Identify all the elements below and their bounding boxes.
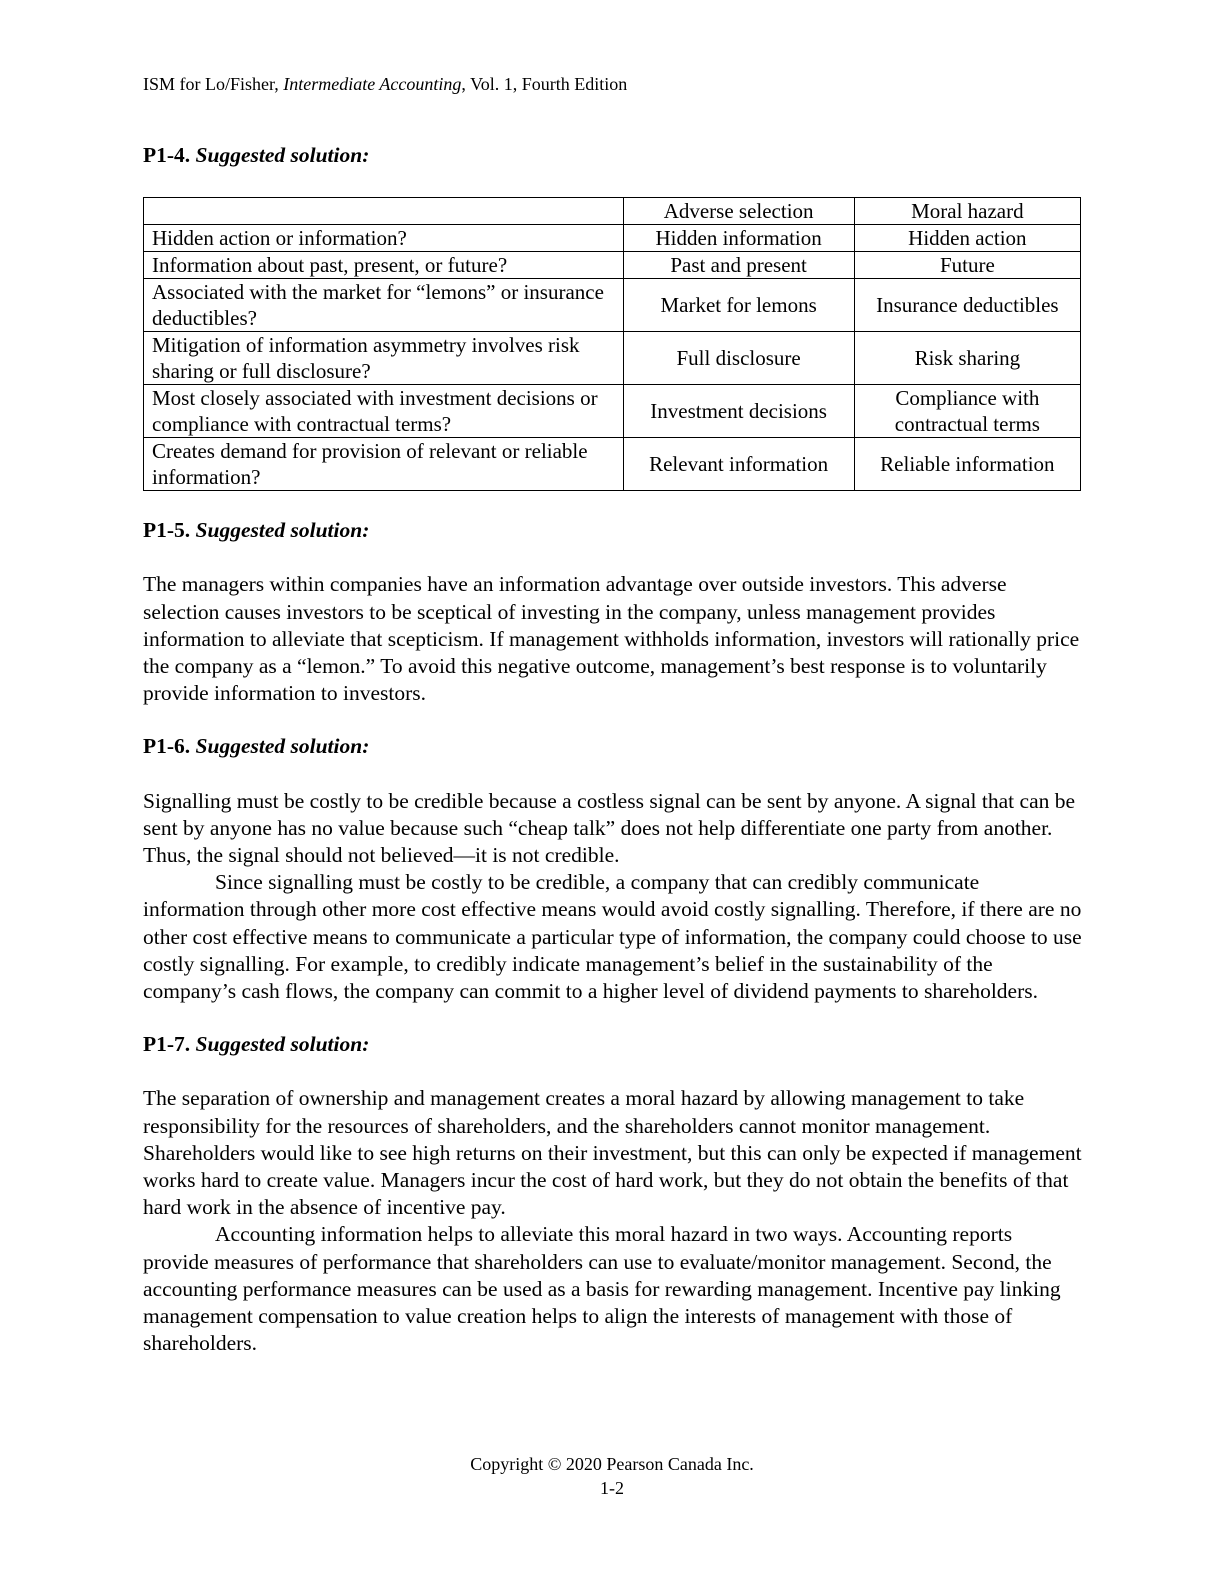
table-header-cell: Adverse selection: [623, 198, 854, 225]
running-header: [143, 72, 627, 96]
p1-4-label: Suggested solution:: [195, 143, 370, 167]
table-row: [144, 279, 1081, 332]
table-moral-cell: Future: [854, 252, 1080, 279]
table-header-cell: [144, 198, 624, 225]
table-row: [144, 332, 1081, 385]
p1-5-number: P1-5.: [143, 518, 191, 543]
page-content: [143, 142, 1083, 1357]
table-question-cell: Mitigation of information asymmetry involves risk sharing or full disclosure?: [144, 332, 624, 385]
table-adverse-cell: Past and present: [623, 252, 854, 279]
table-header-row: [144, 198, 1081, 225]
table-question-cell: Most closely associated with investment decisions or compliance with contractual terms?: [144, 385, 624, 438]
table-question-cell: Creates demand for provision of relevant or reliable information?: [144, 438, 624, 491]
p1-7-label: Suggested solution:: [195, 1032, 370, 1057]
p1-5-heading: [143, 517, 1083, 544]
p1-7-heading: [143, 1031, 1083, 1058]
header-prefix: ISM for Lo/Fisher,: [143, 74, 284, 94]
p1-7-paragraph: Accounting information helps to alleviate this moral hazard in two ways. Accounting reports provide measures of performance that shareholders can use to evaluate/monitor management. Second, the accounting performance measures can be used as a basis for rewarding management. Incentive pay linking management compensation to value creation helps to align the interests of management with those of shareholders.: [143, 1222, 1061, 1356]
table-adverse-cell: Hidden information: [623, 225, 854, 252]
p1-7-paragraph: The separation of ownership and management creates a moral hazard by allowing management to take responsibility for the resources of shareholders, and the shareholders cannot monitor management. Shareholders would like to see high returns on their investment, but this can only be expected if management works hard to create value. Managers incur the cost of hard work, but they do not obtain the benefits of that hard work in the absence of incentive pay.: [143, 1086, 1082, 1220]
p1-6-paragraph: Signalling must be costly to be credible because a costless signal can be sent by anyone. A signal that can be sent by anyone has no value because such “cheap talk” does not help differentiate one party from another. Thus, the signal should not believed—it is not credible.: [143, 788, 1076, 868]
p1-4-heading: [143, 142, 1083, 169]
table-question-cell: Hidden action or information?: [144, 225, 624, 252]
table-row: [144, 225, 1081, 252]
p1-4-table: [143, 197, 1081, 491]
page-footer: [0, 1452, 1224, 1500]
table-moral-cell: Reliable information: [854, 438, 1080, 491]
table-moral-cell: Insurance deductibles: [854, 279, 1080, 332]
table-question-cell: Associated with the market for “lemons” or insurance deductibles?: [144, 279, 624, 332]
table-moral-cell: Risk sharing: [854, 332, 1080, 385]
table-moral-cell: Compliance with contractual terms: [854, 385, 1080, 438]
table-adverse-cell: Relevant information: [623, 438, 854, 491]
table-adverse-cell: Investment decisions: [623, 385, 854, 438]
p1-5-paragraph: The managers within companies have an information advantage over outside investors. This adverse selection causes investors to be sceptical of investing in the company, unless management provides information to alleviate that scepticism. If management withholds information, investors will rationally price the company as a “lemon.” To avoid this negative outcome, management’s best response is to voluntarily provide information to investors.: [143, 572, 1080, 706]
table-adverse-cell: Market for lemons: [623, 279, 854, 332]
table-row: [144, 385, 1081, 438]
copyright-notice: Copyright © 2020 Pearson Canada Inc.: [470, 1454, 754, 1474]
p1-6-heading: [143, 733, 1083, 760]
p1-4-number: P1-4.: [143, 143, 191, 167]
table-question-cell: Information about past, present, or future?: [144, 252, 624, 279]
table-row: [144, 252, 1081, 279]
p1-5-label: Suggested solution:: [195, 518, 370, 543]
p1-7-number: P1-7.: [143, 1032, 191, 1057]
header-suffix: , Vol. 1, Fourth Edition: [461, 74, 628, 94]
table-header-cell: Moral hazard: [854, 198, 1080, 225]
p1-6-number: P1-6.: [143, 734, 191, 759]
header-book-title: Intermediate Accounting: [283, 74, 462, 94]
table-adverse-cell: Full disclosure: [623, 332, 854, 385]
table-row: [144, 438, 1081, 491]
p1-6-paragraph: Since signalling must be costly to be credible, a company that can credibly communicate information through other more cost effective means would avoid costly signalling. Therefore, if there are no other cost effective means to communicate a particular type of information, the company could choose to use costly signalling. For example, to credibly indicate management’s belief in the sustainability of the company’s cash flows, the company can commit to a higher level of dividend payments to shareholders.: [143, 870, 1082, 1004]
table-moral-cell: Hidden action: [854, 225, 1080, 252]
page-number: 1-2: [600, 1478, 624, 1498]
p1-6-label: Suggested solution:: [195, 734, 370, 759]
